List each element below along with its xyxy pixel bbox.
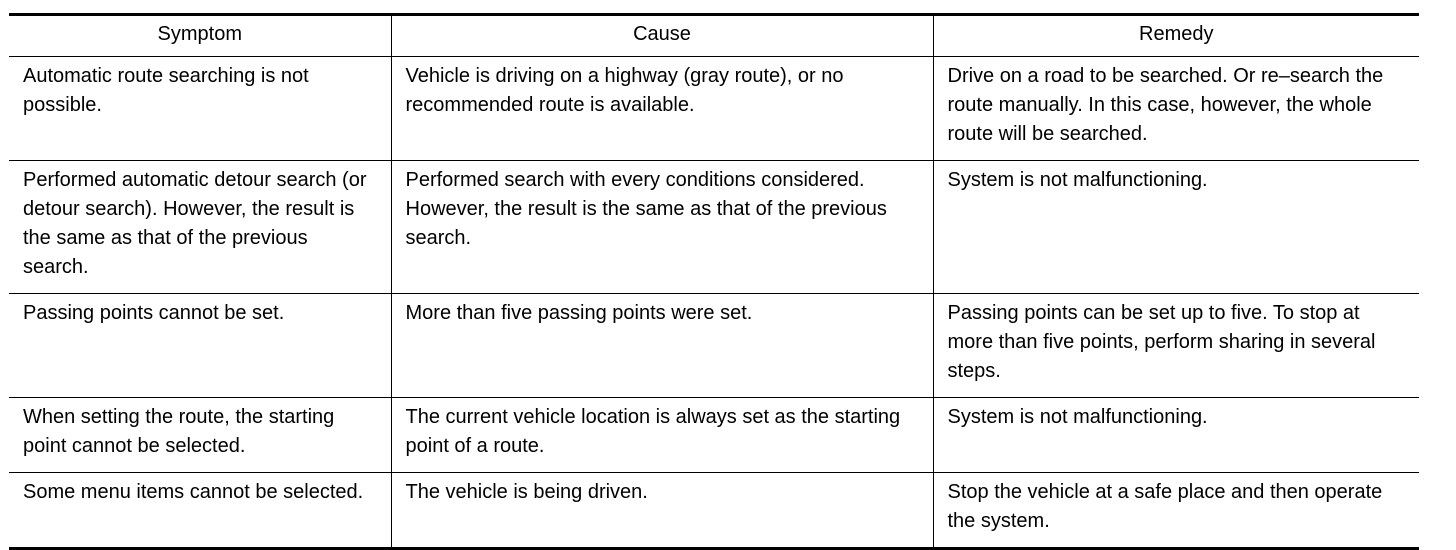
cell-symptom: Passing points cannot be set. bbox=[9, 294, 391, 398]
header-cause: Cause bbox=[391, 15, 933, 57]
cell-remedy: Passing points can be set up to five. To stop at more than five points, perform sharing in several steps. bbox=[933, 294, 1419, 398]
header-symptom: Symptom bbox=[9, 15, 391, 57]
table-header bbox=[9, 15, 1419, 57]
header-row bbox=[9, 15, 1419, 57]
cell-cause: The vehicle is being driven. bbox=[391, 473, 933, 549]
cell-symptom: Automatic route searching is not possible. bbox=[9, 57, 391, 161]
table-row bbox=[9, 398, 1419, 473]
cell-symptom: Performed automatic detour search (or detour search). However, the result is the same as that of the previous search. bbox=[9, 161, 391, 294]
cell-symptom: When setting the route, the starting point cannot be selected. bbox=[9, 398, 391, 473]
troubleshooting-table-container bbox=[9, 13, 1419, 550]
cell-cause: More than five passing points were set. bbox=[391, 294, 933, 398]
cell-remedy: Drive on a road to be searched. Or re–search the route manually. In this case, however, the whole route will be searched. bbox=[933, 57, 1419, 161]
cell-cause: The current vehicle location is always set as the starting point of a route. bbox=[391, 398, 933, 473]
cell-remedy: System is not malfunctioning. bbox=[933, 398, 1419, 473]
cell-remedy: Stop the vehicle at a safe place and then operate the system. bbox=[933, 473, 1419, 549]
table-row bbox=[9, 57, 1419, 161]
troubleshooting-table bbox=[9, 13, 1419, 550]
cell-remedy: System is not malfunctioning. bbox=[933, 161, 1419, 294]
cell-symptom: Some menu items cannot be selected. bbox=[9, 473, 391, 549]
cell-cause: Vehicle is driving on a highway (gray route), or no recommended route is available. bbox=[391, 57, 933, 161]
table-row bbox=[9, 473, 1419, 549]
header-remedy: Remedy bbox=[933, 15, 1419, 57]
table-body bbox=[9, 57, 1419, 549]
cell-cause: Performed search with every conditions considered. However, the result is the same as that of the previous search. bbox=[391, 161, 933, 294]
table-row bbox=[9, 294, 1419, 398]
table-row bbox=[9, 161, 1419, 294]
